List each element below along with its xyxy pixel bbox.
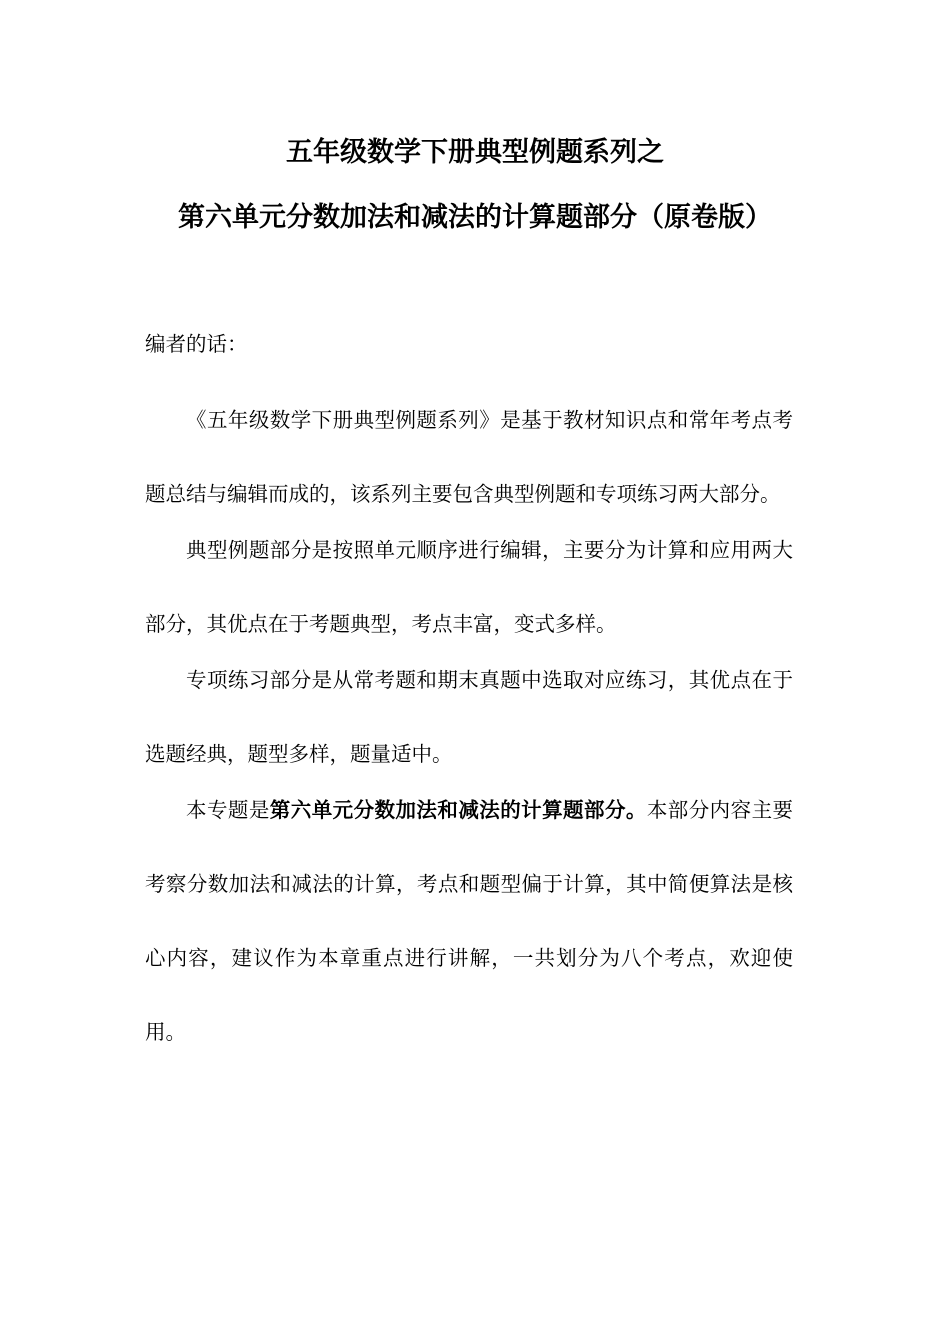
document-title-line1: 五年级数学下册典型例题系列之: [286, 137, 664, 168]
document-title-line2: 第六单元分数加法和减法的计算题部分（原卷版）: [178, 202, 772, 233]
topic-prefix-text: 本专题是: [186, 798, 270, 822]
paragraph-examples-section: 典型例题部分是按照单元顺序进行编辑，主要分为计算和应用两大部分，其优点在于考题典型，考点丰富，变式多样。: [145, 538, 793, 636]
editor-note-label: 编者的话：: [145, 332, 248, 356]
topic-suffix-text: 本部分内容主要考察分数加法和减法的计算，考点和题型偏于计算，其中简便算法是核心内容，建议作为本章重点进行讲解，一共划分为八个考点，欢迎使用。: [145, 798, 794, 1044]
paragraph-series-intro: 《五年级数学下册典型例题系列》是基于教材知识点和常年考点考题总结与编辑而成的，该系列主要包含典型例题和专项练习两大部分。: [145, 408, 793, 506]
paragraph-topic-description: [145, 773, 793, 1069]
topic-highlight-text: 第六单元分数加法和减法的计算题部分。: [269, 798, 647, 822]
paragraph-practice-section: 专项练习部分是从常考题和期末真题中选取对应练习，其优点在于选题经典，题型多样，题量适中。: [145, 668, 793, 766]
document-body: [145, 326, 793, 1069]
